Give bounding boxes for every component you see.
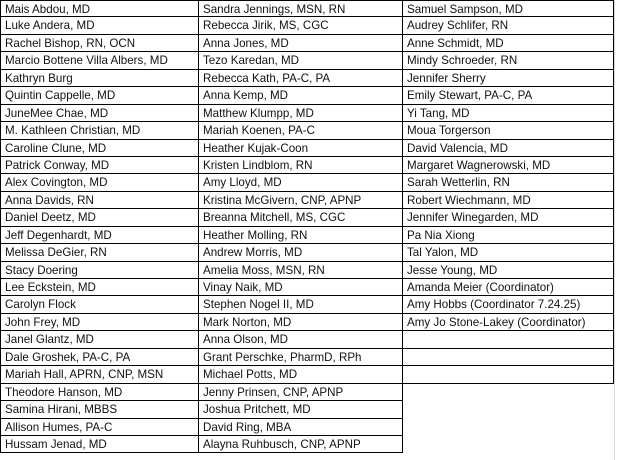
table-cell[interactable]: John Frey, MD [0,314,199,331]
table-cell[interactable]: Jesse Young, MD [403,262,614,279]
table-cell[interactable]: Matthew Klumpp, MD [199,105,403,122]
table-cell[interactable]: Mariah Koenen, PA-C [199,122,403,139]
table-cell[interactable]: Lee Eckstein, MD [0,279,199,296]
table-cell[interactable]: JuneMee Chae, MD [0,105,199,122]
table-cell[interactable]: Amy Jo Stone-Lakey (Coordinator) [403,314,614,331]
table-cell[interactable]: Alex Covington, MD [0,174,199,191]
table-cell[interactable]: Mais Abdou, MD [0,0,199,17]
table-cell[interactable]: Anna Davids, RN [0,192,199,209]
table-cell[interactable]: Amelia Moss, MSN, RN [199,262,403,279]
table-cell[interactable]: Samuel Sampson, MD [403,0,614,17]
table-cell[interactable]: Jennifer Sherry [403,70,614,87]
table-cell[interactable]: Kristen Lindblom, RN [199,157,403,174]
table-cell[interactable]: Luke Andera, MD [0,17,199,34]
table-cell[interactable]: Daniel Deetz, MD [0,209,199,226]
table-cell[interactable]: Pa Nia Xiong [403,227,614,244]
table-cell[interactable]: Kathryn Burg [0,70,199,87]
table-cell[interactable]: Emily Stewart, PA-C, PA [403,87,614,104]
table-cell[interactable]: Dale Groshek, PA-C, PA [0,349,199,366]
table-cell[interactable]: Rebecca Jirik, MS, CGC [199,17,403,34]
table-cell[interactable]: Grant Perschke, PharmD, RPh [199,349,403,366]
table-cell[interactable]: Andrew Morris, MD [199,244,403,261]
table-cell[interactable]: Quintin Cappelle, MD [0,87,199,104]
table-cell[interactable]: Theodore Hanson, MD [0,384,199,401]
table-cell[interactable]: Marcio Bottene Villa Albers, MD [0,52,199,69]
name-column-3 [403,0,614,384]
table-cell[interactable]: Alayna Ruhbusch, CNP, APNP [199,436,403,453]
table-cell[interactable]: Allison Humes, PA-C [0,419,199,436]
table-cell[interactable]: Michael Potts, MD [199,366,403,383]
table-cell[interactable]: Tal Yalon, MD [403,244,614,261]
table-cell[interactable]: Anna Jones, MD [199,35,403,52]
table-cell[interactable] [403,331,614,348]
table-cell[interactable]: Audrey Schlifer, RN [403,17,614,34]
table-cell[interactable]: Heather Molling, RN [199,227,403,244]
table-cell[interactable]: Tezo Karedan, MD [199,52,403,69]
table-cell[interactable]: Amy Lloyd, MD [199,174,403,191]
table-cell[interactable]: Jennifer Winegarden, MD [403,209,614,226]
table-cell[interactable]: Patrick Conway, MD [0,157,199,174]
table-cell[interactable]: Yi Tang, MD [403,105,614,122]
table-cell[interactable]: Mark Norton, MD [199,314,403,331]
table-cell[interactable]: Samina Hirani, MBBS [0,401,199,418]
table-cell[interactable]: Margaret Wagnerowski, MD [403,157,614,174]
table-cell[interactable]: Melissa DeGier, RN [0,244,199,261]
table-cell[interactable]: Rebecca Kath, PA-C, PA [199,70,403,87]
table-cell[interactable]: M. Kathleen Christian, MD [0,122,199,139]
table-cell[interactable]: Hussam Jenad, MD [0,436,199,453]
table-cell[interactable]: Jeff Degenhardt, MD [0,227,199,244]
table-cell[interactable]: Amanda Meier (Coordinator) [403,279,614,296]
table-cell[interactable]: Stacy Doering [0,262,199,279]
table-cell[interactable]: Janel Glantz, MD [0,331,199,348]
table-cell[interactable]: Vinay Naik, MD [199,279,403,296]
table-cell[interactable]: Jenny Prinsen, CNP, APNP [199,384,403,401]
table-cell[interactable]: Mariah Hall, APRN, CNP, MSN [0,366,199,383]
table-cell[interactable]: Heather Kujak-Coon [199,140,403,157]
table-cell[interactable]: Mindy Schroeder, RN [403,52,614,69]
table-cell[interactable]: Anne Schmidt, MD [403,35,614,52]
name-column-1 [0,0,199,453]
table-cell[interactable]: Stephen Nogel II, MD [199,296,403,313]
table-cell[interactable]: Anna Olson, MD [199,331,403,348]
table-cell[interactable]: Carolyn Flock [0,296,199,313]
table-cell[interactable]: Robert Wiechmann, MD [403,192,614,209]
table-cell[interactable]: Breanna Mitchell, MS, CGC [199,209,403,226]
table-cell[interactable]: Joshua Pritchett, MD [199,401,403,418]
table-cell[interactable] [403,366,614,383]
table-cell[interactable]: Anna Kemp, MD [199,87,403,104]
name-column-2 [199,0,403,453]
table-cell[interactable]: Kristina McGivern, CNP, APNP [199,192,403,209]
table-cell[interactable]: Sandra Jennings, MSN, RN [199,0,403,17]
table-cell[interactable]: David Valencia, MD [403,140,614,157]
table-cell[interactable]: Rachel Bishop, RN, OCN [0,35,199,52]
table-cell[interactable]: Caroline Clune, MD [0,140,199,157]
table-cell[interactable] [403,349,614,366]
table-cell[interactable]: David Ring, MBA [199,419,403,436]
table-cell[interactable]: Amy Hobbs (Coordinator 7.24.25) [403,296,614,313]
table-cell[interactable]: Moua Torgerson [403,122,614,139]
table-cell[interactable]: Sarah Wetterlin, RN [403,174,614,191]
